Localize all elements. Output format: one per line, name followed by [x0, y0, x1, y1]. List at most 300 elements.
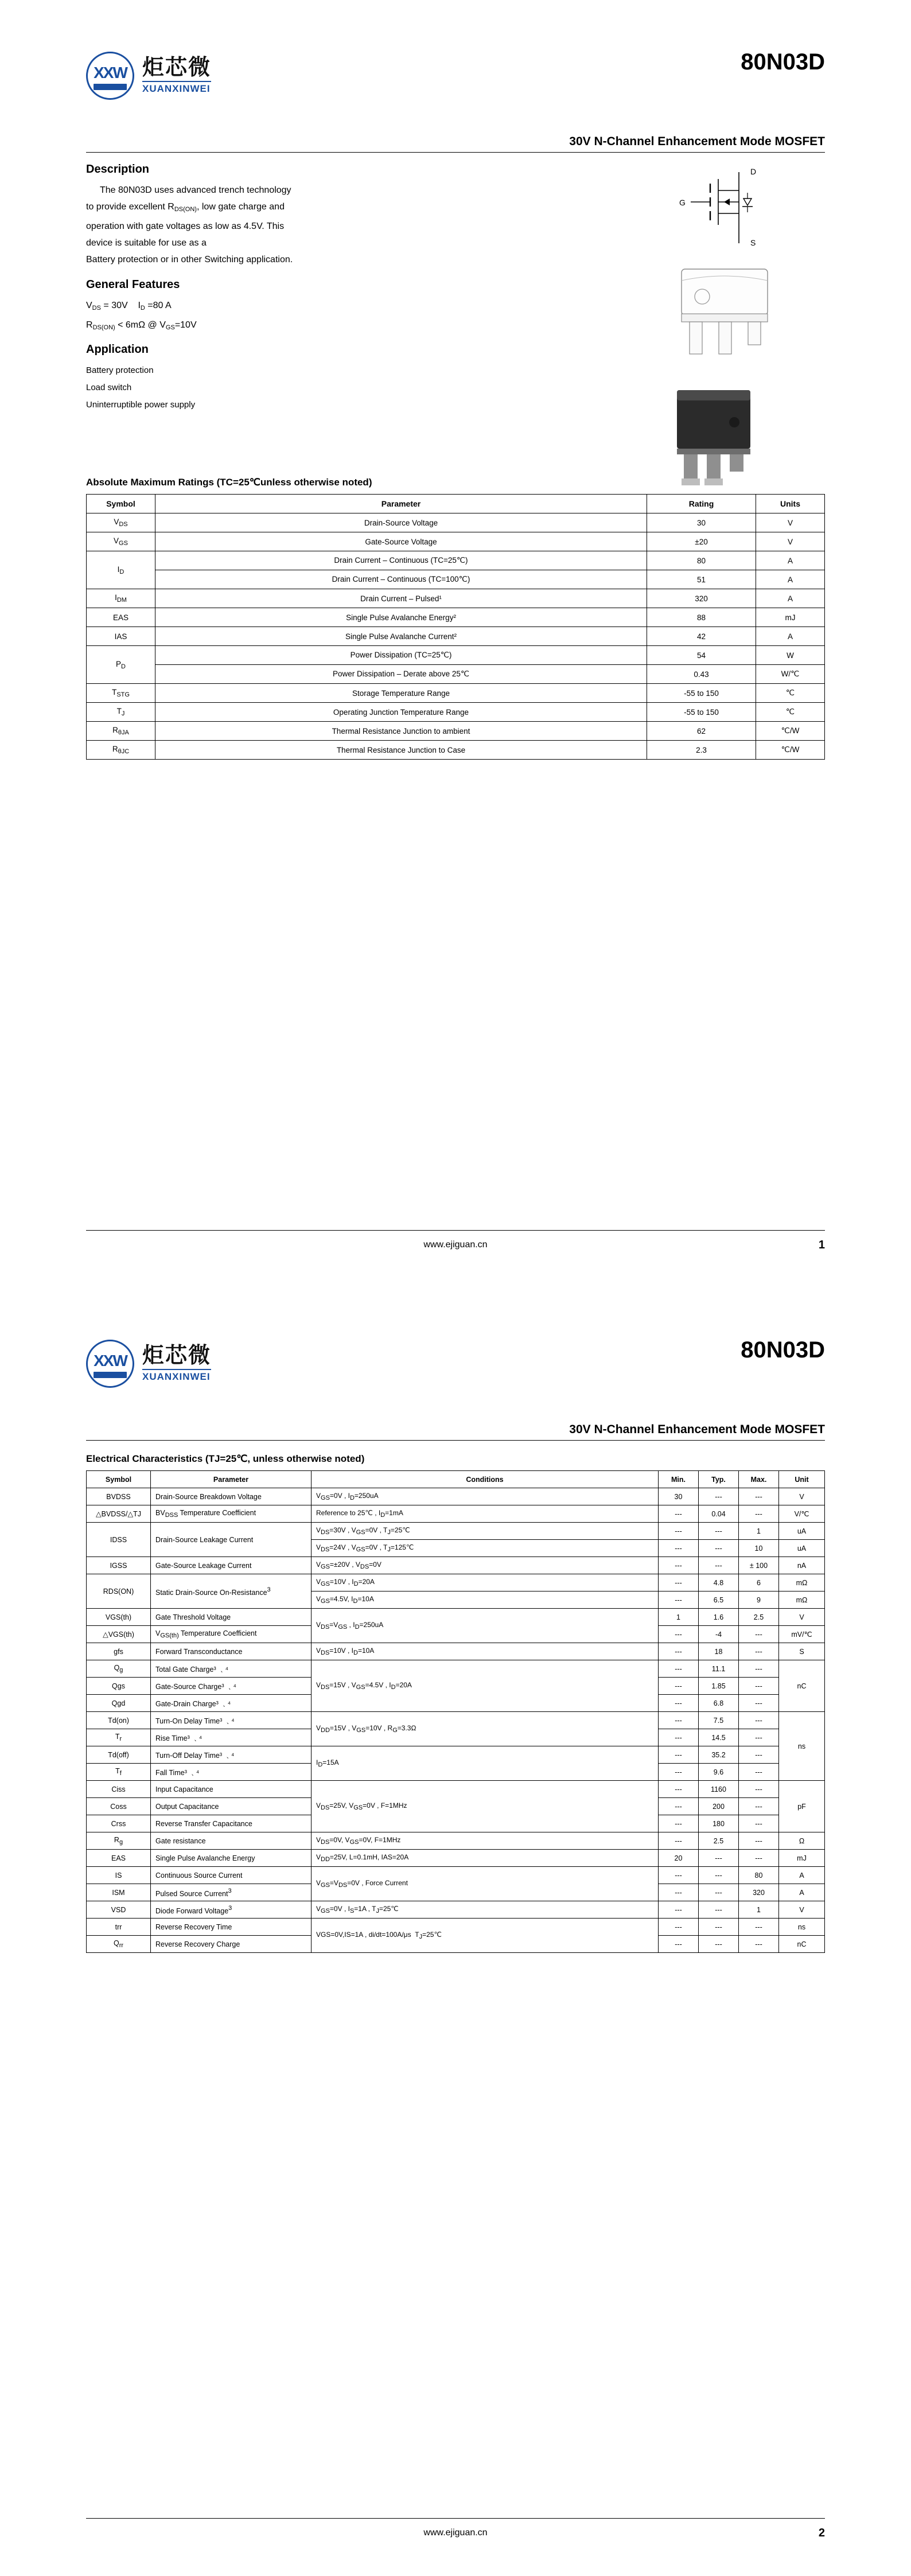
cell-typ: --- — [699, 1936, 739, 1953]
cell-min: --- — [659, 1919, 699, 1936]
cell-units: mJ — [756, 608, 825, 627]
cell-unit: uA — [779, 1523, 825, 1540]
cell-typ: 2.5 — [699, 1832, 739, 1850]
cell-symbol: Crss — [87, 1815, 151, 1832]
cell-typ: --- — [699, 1523, 739, 1540]
cell-unit: mΩ — [779, 1574, 825, 1591]
cell-parameter: Static Drain-Source On-Resistance3 — [151, 1574, 312, 1609]
cell-parameter: Pulsed Source Current3 — [151, 1884, 312, 1901]
cell-symbol: △BVDSS/△TJ — [87, 1505, 151, 1523]
table-row — [87, 1850, 825, 1867]
col-min: Min. — [659, 1471, 699, 1488]
cell-typ: 6.5 — [699, 1591, 739, 1609]
table-row — [87, 1746, 825, 1764]
cell-rating: ±20 — [647, 532, 756, 551]
general-features-line-1: $V_{DS} = 30V$ $I_D =80$ A — [86, 301, 172, 312]
cell-min: --- — [659, 1884, 699, 1901]
cell-typ: 18 — [699, 1643, 739, 1660]
cell-parameter: Operating Junction Temperature Range — [155, 703, 647, 722]
cell-symbol: Qgd — [87, 1695, 151, 1712]
cell-parameter: Power Dissipation – Derate above 25℃ — [155, 665, 647, 684]
cell-symbol: IAS — [87, 627, 155, 646]
header-divider — [86, 152, 825, 153]
cell-conditions: VDD=25V, L=0.1mH, IAS=20A — [312, 1850, 659, 1867]
application-heading: Application — [86, 343, 149, 356]
logo-english-name: XUANXINWEI — [142, 81, 211, 95]
cell-conditions: ID=15A — [312, 1746, 659, 1781]
cell-min: --- — [659, 1798, 699, 1815]
cell-unit: ns — [779, 1712, 825, 1781]
col-parameter: Parameter — [151, 1471, 312, 1488]
cell-conditions: VGS=0V,IS=1A , di/dt=100A/μs TJ=25℃ — [312, 1919, 659, 1953]
cell-min: --- — [659, 1660, 699, 1678]
cell-units: W/℃ — [756, 665, 825, 684]
col-unit: Unit — [779, 1471, 825, 1488]
cell-parameter: Fall Time³ ﹑⁴ — [151, 1764, 312, 1781]
description-line-5: Battery protection or in other Switching application. — [86, 255, 293, 264]
cell-min: --- — [659, 1832, 699, 1850]
footer-url[interactable]: www.ejiguan.cn — [423, 1240, 488, 1250]
table-row — [87, 1867, 825, 1884]
description-line-4: device is suitable for use as a — [86, 238, 207, 248]
description-line-3: operation with gate voltages as low as 4.5V. This — [86, 221, 285, 231]
col-rating: Rating — [647, 495, 756, 513]
description-text — [86, 182, 465, 268]
cell-parameter: Drain-Source Breakdown Voltage — [151, 1488, 312, 1505]
table-row — [87, 703, 825, 722]
cell-units: A — [756, 627, 825, 646]
cell-symbol: gfs — [87, 1643, 151, 1660]
cell-parameter: Single Pulse Avalanche Energy² — [155, 608, 647, 627]
text-column — [86, 163, 465, 414]
cell-typ: --- — [699, 1901, 739, 1919]
cell-typ: 6.8 — [699, 1695, 739, 1712]
cell-rating: 30 — [647, 513, 756, 532]
table-header-row — [87, 495, 825, 513]
cell-max: 320 — [739, 1884, 779, 1901]
cell-units: ℃ — [756, 684, 825, 703]
cell-parameter: Drain-Source Leakage Current — [151, 1523, 312, 1557]
table-row — [87, 722, 825, 741]
cell-conditions: VGS=VDS=0V , Force Current — [312, 1867, 659, 1901]
table-row — [87, 1919, 825, 1936]
company-logo — [86, 1340, 211, 1388]
table-row — [87, 646, 825, 665]
general-features-heading: General Features — [86, 278, 180, 291]
cell-min: --- — [659, 1591, 699, 1609]
cell-parameter: Single Pulse Avalanche Current² — [155, 627, 647, 646]
cell-parameter: Storage Temperature Range — [155, 684, 647, 703]
cell-symbol: ISM — [87, 1884, 151, 1901]
cell-parameter: Reverse Recovery Time — [151, 1919, 312, 1936]
cell-symbol: $R_{\theta JA}$ — [87, 722, 155, 741]
cell-typ: --- — [699, 1884, 739, 1901]
cell-conditions: VDS=10V , ID=10A — [312, 1643, 659, 1660]
cell-symbol: $V_{GS}$ — [87, 532, 155, 551]
cell-symbol: VGS(th) — [87, 1609, 151, 1626]
cell-parameter: Turn-Off Delay Time³ ﹑⁴ — [151, 1746, 312, 1764]
page-number: 2 — [818, 2527, 825, 2539]
cell-conditions: VGS=10V , ID=20A — [312, 1574, 659, 1591]
cell-symbol: BVDSS — [87, 1488, 151, 1505]
application-item-3: Uninterruptible power supply — [86, 400, 196, 410]
table-row — [87, 1557, 825, 1574]
cell-max: --- — [739, 1678, 779, 1695]
cell-unit: A — [779, 1867, 825, 1884]
cell-symbol: trr — [87, 1919, 151, 1936]
cell-symbol: $I_{DM}$ — [87, 589, 155, 608]
cell-typ: 0.04 — [699, 1505, 739, 1523]
cell-min: --- — [659, 1815, 699, 1832]
cell-parameter: Continuous Source Current — [151, 1867, 312, 1884]
cell-max: 9 — [739, 1591, 779, 1609]
description-line-2: to provide excellent $R_{DS(ON)}$, low gate charge and — [86, 202, 285, 213]
svg-text:G: G — [679, 198, 686, 207]
table-row — [87, 1523, 825, 1540]
cell-parameter: Reverse Recovery Charge — [151, 1936, 312, 1953]
logo-text — [142, 1345, 211, 1383]
cell-conditions: VGS=±20V , VDS=0V — [312, 1557, 659, 1574]
page-number: 1 — [818, 1239, 825, 1251]
cell-symbol: $I_D$ — [87, 551, 155, 589]
cell-units: V — [756, 532, 825, 551]
cell-parameter: Thermal Resistance Junction to Case — [155, 741, 647, 760]
package-photo — [664, 388, 825, 497]
cell-symbol: Rg — [87, 1832, 151, 1850]
cell-symbol: Tr — [87, 1729, 151, 1746]
cell-conditions: VDD=15V , VGS=10V , RG=3.3Ω — [312, 1712, 659, 1746]
cell-typ: --- — [699, 1867, 739, 1884]
cell-max: 6 — [739, 1574, 779, 1591]
cell-typ: 180 — [699, 1815, 739, 1832]
cell-unit: nC — [779, 1660, 825, 1712]
logo-text — [142, 57, 211, 95]
cell-typ: --- — [699, 1540, 739, 1557]
cell-max: --- — [739, 1798, 779, 1815]
cell-min: 30 — [659, 1488, 699, 1505]
col-conditions: Conditions — [312, 1471, 659, 1488]
cell-max: --- — [739, 1781, 779, 1798]
cell-symbol: IS — [87, 1867, 151, 1884]
cell-rating: -55 to 150 — [647, 703, 756, 722]
cell-min: --- — [659, 1643, 699, 1660]
cell-max: --- — [739, 1815, 779, 1832]
cell-rating: 320 — [647, 589, 756, 608]
cell-min: 1 — [659, 1609, 699, 1626]
logo-english-name: XUANXINWEI — [142, 1369, 211, 1383]
cell-max: --- — [739, 1729, 779, 1746]
cell-rating: 51 — [647, 570, 756, 589]
cell-units: V — [756, 513, 825, 532]
cell-min: --- — [659, 1781, 699, 1798]
table-row — [87, 1505, 825, 1523]
table-header-row — [87, 1471, 825, 1488]
mosfet-symbol-icon — [670, 168, 825, 251]
table-row — [87, 1901, 825, 1919]
cell-min: --- — [659, 1712, 699, 1729]
cell-min: --- — [659, 1936, 699, 1953]
cell-symbol: RDS(ON) — [87, 1574, 151, 1609]
cell-max: 80 — [739, 1867, 779, 1884]
logo-chinese-name: 炬芯微 — [142, 56, 212, 80]
cell-rating: 80 — [647, 551, 756, 570]
cell-parameter: Output Capacitance — [151, 1798, 312, 1815]
table-row — [87, 589, 825, 608]
cell-unit: S — [779, 1643, 825, 1660]
table-row — [87, 684, 825, 703]
description-line-1-text: The 80N03D uses advanced trench technology — [100, 185, 291, 195]
cell-symbol: $T_{STG}$ — [87, 684, 155, 703]
cell-typ: 200 — [699, 1798, 739, 1815]
cell-conditions: VGS=4.5V, ID=10A — [312, 1591, 659, 1609]
cell-unit: nC — [779, 1936, 825, 1953]
cell-max: --- — [739, 1764, 779, 1781]
cell-max: --- — [739, 1643, 779, 1660]
logo-mark-text: XXW — [94, 64, 127, 81]
cell-min: --- — [659, 1574, 699, 1591]
cell-symbol: VSD — [87, 1901, 151, 1919]
cell-parameter: Drain-Source Voltage — [155, 513, 647, 532]
cell-min: --- — [659, 1764, 699, 1781]
cell-typ: 1.85 — [699, 1678, 739, 1695]
cell-symbol: Ciss — [87, 1781, 151, 1798]
cell-typ: --- — [699, 1488, 739, 1505]
cell-conditions: VGS=0V , ID=250uA — [312, 1488, 659, 1505]
description-line-1 — [86, 182, 465, 199]
cell-symbol: Tf — [87, 1764, 151, 1781]
electrical-characteristics-title: Electrical Characteristics (TJ=25℃, unless otherwise noted) — [86, 1453, 365, 1464]
document-subtitle: 30V N-Channel Enhancement Mode MOSFET — [569, 135, 825, 148]
page-1-footer — [86, 1230, 825, 1254]
cell-min: --- — [659, 1540, 699, 1557]
table-row — [87, 1574, 825, 1591]
cell-min: --- — [659, 1523, 699, 1540]
cell-symbol: Qrr — [87, 1936, 151, 1953]
cell-parameter: BVDSS Temperature Coefficient — [151, 1505, 312, 1523]
graphics-column — [653, 163, 825, 497]
company-logo — [86, 52, 211, 100]
cell-symbol: △VGS(th) — [87, 1626, 151, 1643]
cell-conditions: VDS=25V, VGS=0V , F=1MHz — [312, 1781, 659, 1832]
cell-parameter: VGS(th) Temperature Coefficient — [151, 1626, 312, 1643]
cell-typ: 7.5 — [699, 1712, 739, 1729]
cell-units: W — [756, 646, 825, 665]
cell-parameter: Gate-Drain Charge³ ﹑⁴ — [151, 1695, 312, 1712]
table-row — [87, 1488, 825, 1505]
cell-parameter: Drain Current – Pulsed¹ — [155, 589, 647, 608]
col-parameter: Parameter — [155, 495, 647, 513]
table-row — [87, 1712, 825, 1729]
cell-max: 1 — [739, 1901, 779, 1919]
table-row — [87, 570, 825, 589]
cell-max: --- — [739, 1488, 779, 1505]
cell-parameter: Thermal Resistance Junction to ambient — [155, 722, 647, 741]
cell-conditions: VGS=0V , IS=1A , TJ=25℃ — [312, 1901, 659, 1919]
page-2-footer — [86, 2518, 825, 2542]
cell-rating: 42 — [647, 627, 756, 646]
cell-parameter: Gate-Source Voltage — [155, 532, 647, 551]
cell-max: ± 100 — [739, 1557, 779, 1574]
electrical-characteristics-table — [86, 1470, 825, 1953]
table-row — [87, 551, 825, 570]
cell-parameter: Gate-Source Charge³ ﹑⁴ — [151, 1678, 312, 1695]
cell-rating: -55 to 150 — [647, 684, 756, 703]
cell-min: --- — [659, 1678, 699, 1695]
cell-parameter: Rise Time³ ﹑⁴ — [151, 1729, 312, 1746]
logo-chinese-name: 炬芯微 — [142, 1344, 212, 1368]
col-symbol: Symbol — [87, 495, 155, 513]
cell-parameter: Gate-Source Leakage Current — [151, 1557, 312, 1574]
cell-parameter: Total Gate Charge³ ﹑⁴ — [151, 1660, 312, 1678]
cell-max: --- — [739, 1850, 779, 1867]
cell-units: ℃/W — [756, 741, 825, 760]
col-max: Max. — [739, 1471, 779, 1488]
cell-max: --- — [739, 1626, 779, 1643]
cell-conditions: VDS=0V, VGS=0V, F=1MHz — [312, 1832, 659, 1850]
cell-max: --- — [739, 1936, 779, 1953]
footer-divider — [86, 1230, 825, 1231]
cell-max: --- — [739, 1695, 779, 1712]
cell-unit: mJ — [779, 1850, 825, 1867]
table-row — [87, 1609, 825, 1626]
cell-min: --- — [659, 1695, 699, 1712]
cell-max: 10 — [739, 1540, 779, 1557]
cell-conditions: Reference to 25℃ , ID=1mA — [312, 1505, 659, 1523]
cell-symbol: EAS — [87, 608, 155, 627]
cell-units: A — [756, 570, 825, 589]
cell-symbol: $R_{\theta JC}$ — [87, 741, 155, 760]
cell-typ: --- — [699, 1850, 739, 1867]
cell-min: --- — [659, 1867, 699, 1884]
absolute-maximum-ratings-table — [86, 494, 825, 760]
footer-divider — [86, 2518, 825, 2519]
cell-conditions: VDS=24V , VGS=0V , TJ=125℃ — [312, 1540, 659, 1557]
cell-rating: 2.3 — [647, 741, 756, 760]
cell-typ: --- — [699, 1557, 739, 1574]
cell-typ: 1160 — [699, 1781, 739, 1798]
table-row — [87, 532, 825, 551]
cell-unit: mV/℃ — [779, 1626, 825, 1643]
cell-symbol: IGSS — [87, 1557, 151, 1574]
cell-parameter: Single Pulse Avalanche Energy — [151, 1850, 312, 1867]
table-row — [87, 1643, 825, 1660]
cell-parameter: Turn-On Delay Time³ ﹑⁴ — [151, 1712, 312, 1729]
cell-typ: --- — [699, 1919, 739, 1936]
table-row — [87, 627, 825, 646]
cell-symbol: Qgs — [87, 1678, 151, 1695]
table-row — [87, 741, 825, 760]
cell-unit: ns — [779, 1919, 825, 1936]
svg-text:S: S — [750, 238, 756, 247]
cell-max: --- — [739, 1712, 779, 1729]
cell-typ: 35.2 — [699, 1746, 739, 1764]
logo-mark-bar — [94, 84, 127, 90]
cell-parameter: Drain Current – Continuous (TC=25℃) — [155, 551, 647, 570]
cell-typ: -4 — [699, 1626, 739, 1643]
cell-min: 20 — [659, 1850, 699, 1867]
cell-min: --- — [659, 1729, 699, 1746]
cell-parameter: Gate resistance — [151, 1832, 312, 1850]
cell-units: A — [756, 551, 825, 570]
cell-unit: pF — [779, 1781, 825, 1832]
cell-units: ℃ — [756, 703, 825, 722]
cell-parameter: Gate Threshold Voltage — [151, 1609, 312, 1626]
logo-mark-icon — [86, 52, 134, 100]
cell-unit: V — [779, 1488, 825, 1505]
cell-conditions: VDS=15V , VGS=4.5V , ID=20A — [312, 1660, 659, 1712]
cell-parameter: Power Dissipation (TC=25℃) — [155, 646, 647, 665]
table-row — [87, 513, 825, 532]
document-subtitle: 30V N-Channel Enhancement Mode MOSFET — [569, 1423, 825, 1436]
cell-rating: 0.43 — [647, 665, 756, 684]
cell-max: --- — [739, 1919, 779, 1936]
cell-max: 1 — [739, 1523, 779, 1540]
cell-unit: mΩ — [779, 1591, 825, 1609]
cell-symbol: EAS — [87, 1850, 151, 1867]
application-item-1: Battery protection — [86, 365, 154, 375]
cell-typ: 14.5 — [699, 1729, 739, 1746]
table-row — [87, 608, 825, 627]
cell-unit: V — [779, 1901, 825, 1919]
cell-rating: 88 — [647, 608, 756, 627]
col-units: Units — [756, 495, 825, 513]
cell-typ: 11.1 — [699, 1660, 739, 1678]
cell-parameter: Input Capacitance — [151, 1781, 312, 1798]
abs-max-title: Absolute Maximum Ratings (TC=25℃unless otherwise noted) — [86, 477, 372, 488]
cell-parameter: Reverse Transfer Capacitance — [151, 1815, 312, 1832]
cell-min: --- — [659, 1557, 699, 1574]
logo-mark-icon — [86, 1340, 134, 1388]
cell-symbol: IDSS — [87, 1523, 151, 1557]
table-row — [87, 1832, 825, 1850]
svg-text:D: D — [750, 168, 757, 176]
cell-max: --- — [739, 1746, 779, 1764]
cell-typ: 4.8 — [699, 1574, 739, 1591]
description-heading: Description — [86, 163, 150, 176]
cell-max: 2.5 — [739, 1609, 779, 1626]
cell-symbol: Td(off) — [87, 1746, 151, 1764]
cell-units: ℃/W — [756, 722, 825, 741]
col-typ: Typ. — [699, 1471, 739, 1488]
table-row — [87, 665, 825, 684]
cell-conditions: VDS=30V , VGS=0V , TJ=25℃ — [312, 1523, 659, 1540]
page-1-header — [86, 0, 825, 129]
cell-parameter: Forward Transconductance — [151, 1643, 312, 1660]
cell-unit: V/℃ — [779, 1505, 825, 1523]
cell-max: --- — [739, 1505, 779, 1523]
cell-unit: uA — [779, 1540, 825, 1557]
page-2 — [0, 1288, 911, 2576]
cell-unit: Ω — [779, 1832, 825, 1850]
table-row — [87, 1781, 825, 1798]
logo-mark-text: XXW — [94, 1352, 127, 1369]
cell-max: --- — [739, 1832, 779, 1850]
part-number: 80N03D — [741, 1337, 825, 1363]
cell-symbol: Coss — [87, 1798, 151, 1815]
footer-url[interactable]: www.ejiguan.cn — [423, 2528, 488, 2538]
cell-conditions: VDS=VGS , ID=250uA — [312, 1609, 659, 1643]
cell-units: A — [756, 589, 825, 608]
cell-parameter: Diode Forward Voltage3 — [151, 1901, 312, 1919]
cell-symbol: Qg — [87, 1660, 151, 1678]
page-2-header — [86, 1288, 825, 1417]
cell-typ: 9.6 — [699, 1764, 739, 1781]
cell-symbol: $P_D$ — [87, 646, 155, 684]
cell-symbol: $V_{DS}$ — [87, 513, 155, 532]
cell-unit: A — [779, 1884, 825, 1901]
cell-unit: V — [779, 1609, 825, 1626]
cell-min: --- — [659, 1901, 699, 1919]
